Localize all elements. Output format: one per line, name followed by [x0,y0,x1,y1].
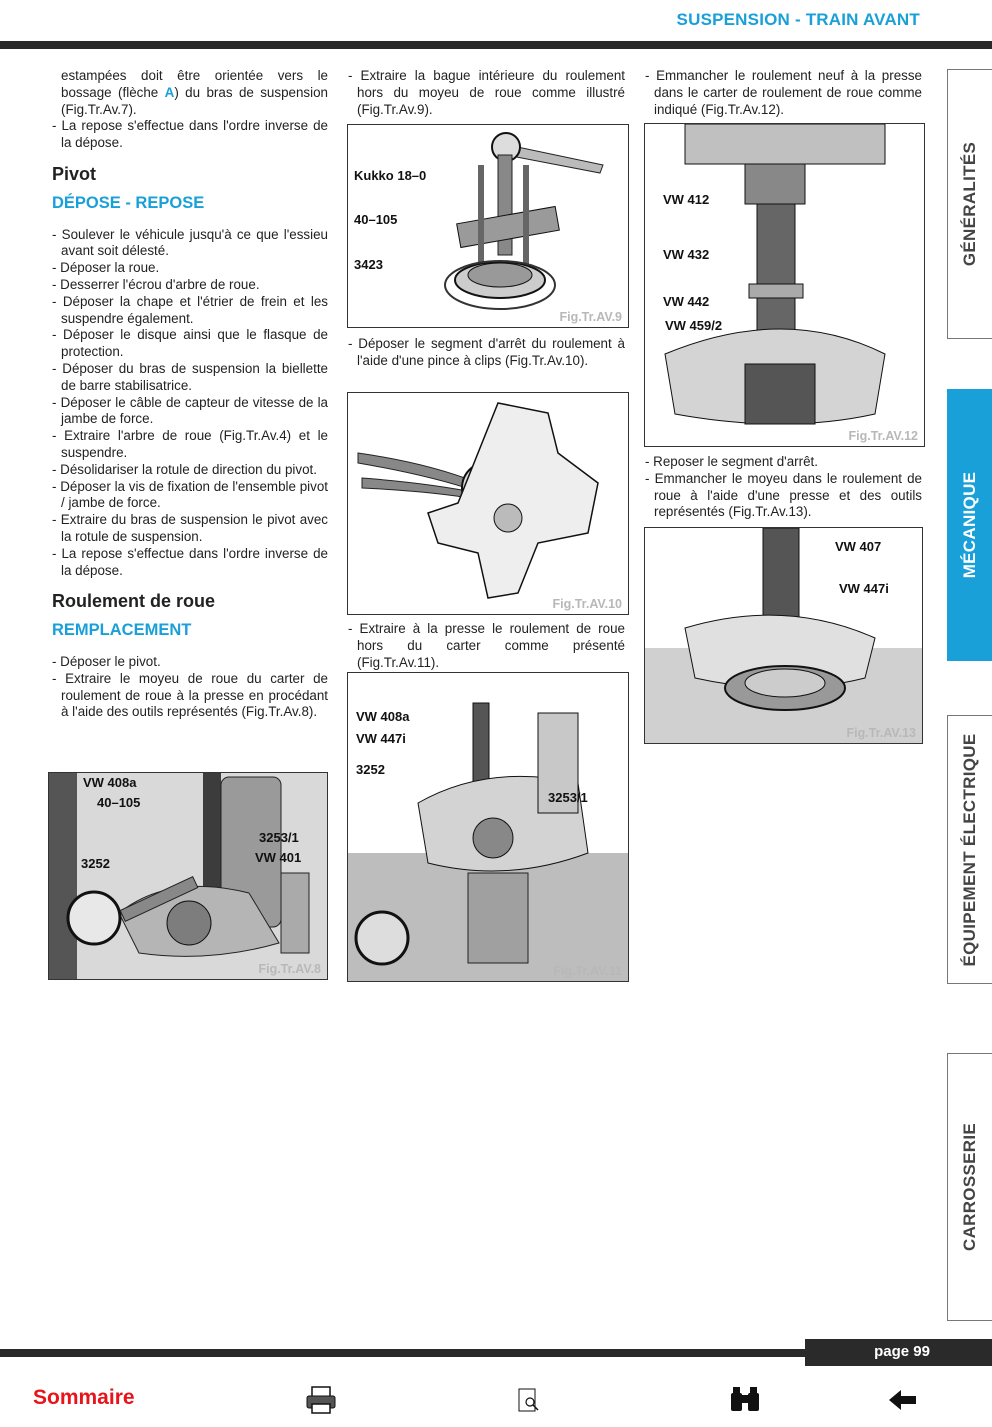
tab-mecanique[interactable] [947,389,992,661]
tab-generalites[interactable] [947,69,992,339]
tool-label: 40–105 [354,212,398,227]
list-item: - Extraire le moyeu de roue du carter de roulement de roue à la presse en procédant à l'aide des outils représentés (Fig.Tr.Av.8). [52,670,328,720]
page-header-title: SUSPENSION - TRAIN AVANT [676,10,920,29]
step-text: - Emmancher le roulement neuf à la presse dans le carter de roulement de roue comme indiqué (Fig.Tr.Av.12). [645,68,922,117]
step-text: - Déposer le segment d'arrêt du roulement à l'aide d'une pince à clips (Fig.Tr.Av.10). [348,336,625,368]
list-item: - Déposer le pivot. [52,653,161,669]
column-1 [52,68,328,721]
intro-paragraph [52,68,328,118]
list-item: - La repose s'effectue dans l'ordre inverse de la dépose. [52,545,328,578]
step-text: - Extraire à la presse le roulement de roue hors du carter comme présenté (Fig.Tr.Av.11). [348,621,625,670]
figure-13-drawing [645,528,922,743]
page-number: page 99 [874,1343,930,1360]
tool-label: VW 432 [663,247,710,262]
tool-label: 3253/1 [259,830,299,845]
figure-8 [48,772,328,980]
step-text: - Reposer le segment d'arrêt. [645,454,818,469]
header-rule [0,41,992,49]
figure-10 [347,392,629,615]
list-item: - Déposer la chape et l'étrier de frein et les suspendre également. [52,293,328,326]
intro-item: - La repose s'effectue dans l'ordre inverse de la dépose. [52,118,328,151]
figure-caption: Fig.Tr.AV.9 [559,310,622,324]
tab-label: MÉCANIQUE [960,471,979,579]
document-search-icon[interactable] [516,1385,550,1415]
tool-label: VW 442 [663,294,710,309]
figure-12 [644,123,925,447]
arrow-marker-a: A [164,84,175,100]
list-item: - Déposer du bras de suspension la biellette de barre stabilisatrice. [52,360,328,393]
tool-label: VW 408a [83,775,137,790]
tab-label: CARROSSERIE [960,1123,979,1251]
tool-label: VW 407 [835,539,882,554]
figure-12-drawing [645,124,924,446]
tab-carrosserie[interactable] [947,1053,992,1321]
tool-label: VW 408a [356,709,410,724]
tool-label: 3423 [354,257,383,272]
figure-caption: Fig.Tr.AV.13 [846,726,916,740]
column-2-low [348,621,625,671]
list-item: - Soulever le véhicule jusqu'à ce que l'essieu avant soit délesté. [52,226,328,259]
column-2-mid [348,336,625,370]
step-text: - Emmancher le moyeu dans le roulement de roue à l'aide d'une presse et des outils représentés (Fig.Tr.Av.13). [645,470,922,520]
roulement-steps-list [52,654,328,721]
tab-label: GÉNÉRALITÉS [960,141,979,267]
figure-caption: Fig.Tr.AV.11 [553,964,622,978]
binoculars-icon[interactable] [728,1385,762,1415]
tool-label: VW 447i [356,731,406,746]
list-item: - Extraire l'arbre de roue (Fig.Tr.Av.4) et le suspendre. [52,428,328,460]
back-arrow-icon[interactable] [886,1385,920,1415]
figure-caption: Fig.Tr.AV.8 [258,962,321,976]
tool-label: VW 412 [663,192,710,207]
intro-text-b: ) du bras de suspension (Fig.Tr.Av.7). [61,84,328,117]
step-text: - Extraire la bague intérieure du roulement hors du moyeu de roue comme illustré (Fig.Tr.Av.9). [348,68,625,117]
tool-label: 3253/1 [548,790,588,805]
tool-label: VW 401 [255,850,302,865]
tool-label: 3252 [81,856,110,871]
tool-label: VW 447i [839,581,889,596]
list-item: - Désolidariser la rotule de direction du pivot. [52,461,317,477]
column-2-top [348,68,625,118]
figure-caption: Fig.Tr.AV.12 [848,429,918,443]
tool-label: VW 459/2 [665,318,723,333]
list-item: - Desserrer l'écrou d'arbre de roue. [52,276,260,292]
tool-label: 3252 [356,762,385,777]
tab-label: ÉQUIPEMENT ÉLECTRIQUE [960,733,979,966]
section-title-pivot: Pivot [52,163,97,184]
intro-text-a: estampées doit être orientée vers le bossage (flèche [61,68,328,100]
tool-label: 40–105 [97,795,141,810]
tab-equipement-electrique[interactable] [947,715,992,984]
pivot-steps-list [52,227,328,580]
list-item: - Déposer le câble de capteur de vitesse de la jambe de force. [52,394,328,427]
figure-10-drawing [348,393,628,614]
figure-caption: Fig.Tr.AV.10 [552,597,622,611]
section-title-roulement: Roulement de roue [52,591,216,612]
subsection-depose-repose: DÉPOSE - REPOSE [52,193,205,212]
figure-8-drawing [49,773,327,979]
figure-11 [347,672,629,982]
figure-9 [347,124,629,328]
tool-label: Kukko 18–0 [354,168,427,183]
column-3-top [645,68,922,118]
printer-icon[interactable] [304,1385,338,1415]
subsection-remplacement: REMPLACEMENT [52,621,192,640]
figure-13 [644,527,923,744]
list-item: - Déposer le disque ainsi que le flasque de protection. [52,327,328,360]
list-item: - Déposer la roue. [52,260,160,276]
page-number-box [805,1339,992,1366]
list-item: - Extraire du bras de suspension le pivot avec la rotule de suspension. [52,512,328,544]
column-3-mid [645,454,922,521]
list-item: - Déposer la vis de fixation de l'ensemble pivot / jambe de force. [52,478,328,511]
sommaire-link[interactable]: Sommaire [33,1386,135,1409]
